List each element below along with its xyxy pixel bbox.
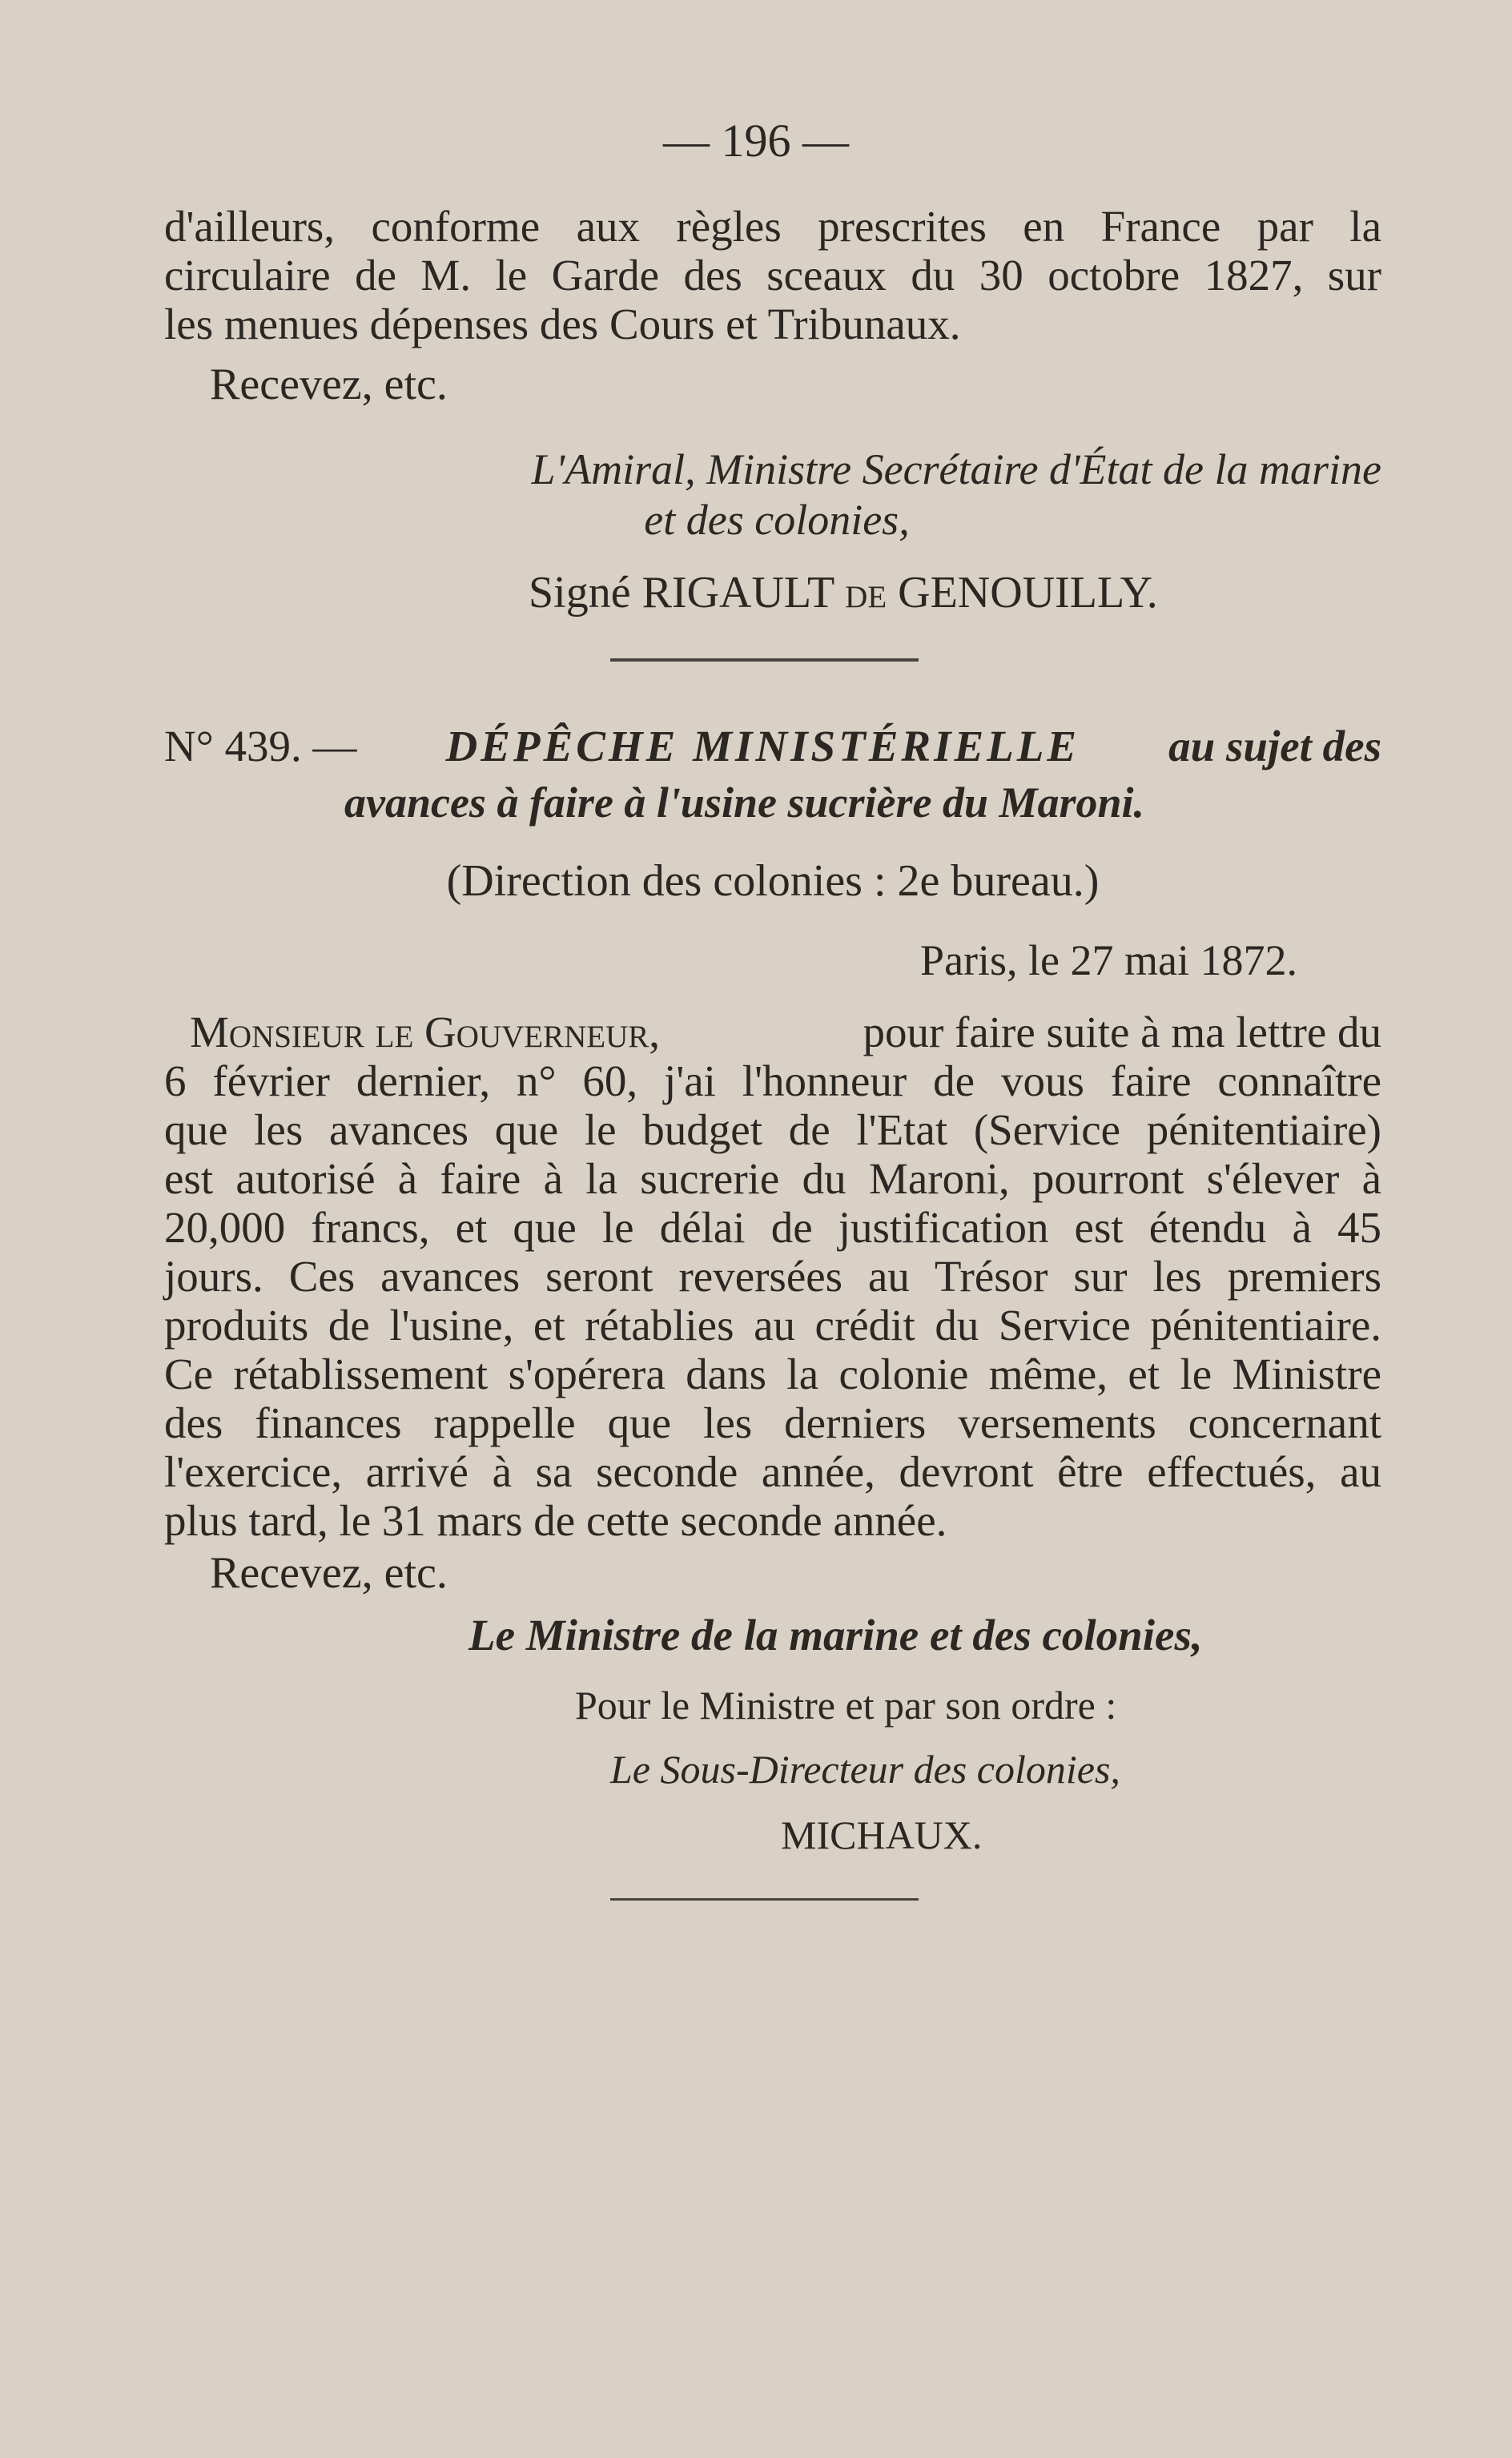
text-line: Ce rétablissement s'opérera dans la colonie même, et le Ministre — [164, 1350, 1381, 1398]
text-line: jours. Ces avances seront reversées au Trésor sur les premiers — [164, 1252, 1381, 1301]
signatory-title-line-2: et des colonies, — [644, 496, 910, 544]
closing-formula: Recevez, etc. — [210, 1548, 448, 1598]
text-line: des finances rappelle que les derniers versements concernant — [164, 1398, 1381, 1447]
text-line: d'ailleurs, conforme aux règles prescrites en France par la — [164, 202, 1381, 251]
signed-prefix: Signé — [529, 568, 631, 618]
sign-role: Le Sous-Directeur des colonies, — [610, 1747, 1120, 1792]
text-line: circulaire de M. le Garde des sceaux du 30 octobre 1827, sur — [164, 251, 1381, 300]
text-line: l'exercice, arrivé à sa seconde année, devront être effectués, au — [164, 1447, 1381, 1496]
section-divider — [610, 658, 919, 662]
text-line: que les avances que le budget de l'Etat (Service pénitentiaire) — [164, 1105, 1381, 1154]
text-line: plus tard, le 31 mars de cette seconde année. — [164, 1496, 947, 1545]
text-line: produits de l'usine, et rétablies au crédit du Service pénitentiaire. — [164, 1301, 1381, 1350]
entry-subject-line-2: avances à faire à l'usine sucrière du Maroni. — [344, 778, 1145, 827]
signatory-title-line-1: L'Amiral, Ministre Secrétaire d'État de la marine — [531, 445, 1381, 493]
text-line: est autorisé à faire à la sucrerie du Maroni, pourront s'élever à — [164, 1154, 1381, 1203]
sign-name: MICHAUX. — [781, 1812, 983, 1857]
closing-formula: Recevez, etc. — [210, 360, 448, 409]
direction-note: (Direction des colonies : 2e bureau.) — [446, 856, 1100, 906]
sign-title: Le Ministre de la marine et des colonies, — [468, 1611, 1203, 1659]
text-line: 6 février dernier, n° 60, j'ai l'honneur de vous faire connaître — [164, 1056, 1381, 1105]
signed-particle: de — [845, 568, 887, 618]
signed-surname: GENOUILLY. — [898, 568, 1158, 618]
entry-heading — [164, 718, 1381, 831]
sign-order: Pour le Ministre et par son ordre : — [575, 1683, 1117, 1728]
signature-line — [529, 567, 1329, 618]
end-divider — [610, 1898, 919, 1901]
entry-number: N° 439. — — [164, 722, 357, 770]
salutation: Monsieur le Gouverneur, — [190, 1008, 661, 1056]
text-line: les menues dépenses des Cours et Tribunaux. — [164, 300, 961, 348]
previous-letter-text — [164, 202, 1381, 348]
entry-subject: au sujet des — [1168, 722, 1381, 770]
place-date: Paris, le 27 mai 1872. — [920, 936, 1297, 984]
signed-name: RIGAULT — [641, 568, 834, 618]
text-line: 20,000 francs, et que le délai de justification est étendu à 45 — [164, 1203, 1381, 1252]
page-number: — 196 — — [663, 115, 849, 167]
letter-body — [164, 1008, 1381, 1545]
entry-title: DÉPÊCHE MINISTÉRIELLE — [445, 722, 1080, 770]
text-line: pour faire suite à ma lettre du — [863, 1008, 1381, 1056]
